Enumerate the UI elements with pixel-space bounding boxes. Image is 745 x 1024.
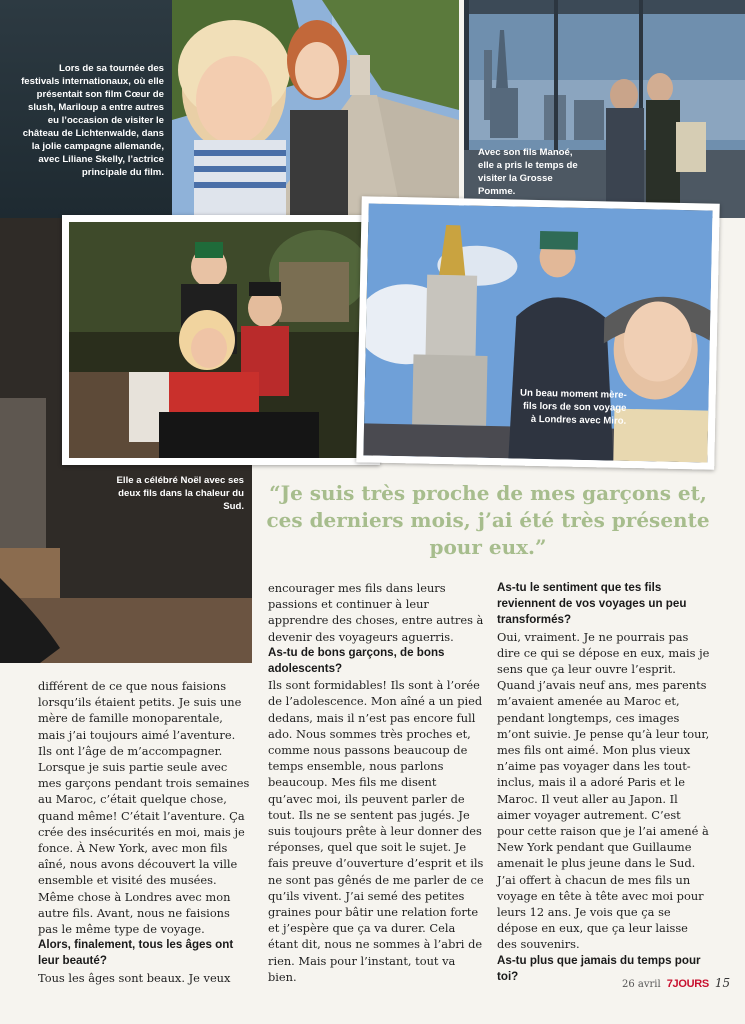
photo-lichtenwalde bbox=[172, 0, 459, 218]
paragraph: encourager mes fils dans leurs passions et continuer à leur apprendre des choses, entre autres à devenir des voyageurs aguerris. bbox=[268, 581, 484, 644]
paragraph: Oui, vraiment. Je ne pourrais pas dire ce qui se dépose en eux, mais je sens que ça leur ouvre l’esprit. Quand j’avais neuf ans, mes parents m’avaient amenée au Maroc et, pendant longtemps, ces images m’ont suivie. Je pense qu’à leur tour, mes fils ont aimé. Mon plus vieux n’aime pas voyager dans les tout-inclus, mais il a adoré Paris et le Maroc. Il veut aller au Japon. Il aimer voyager autrement. C’est pour cette raison que je l’ai amené à New York pendant que Guillaume amenait le plus jeune dans le Sud. J’ai offert à chacun de mes fils un voyage en tête à tête avec moi pour leurs 12 ans. Je vois que ça se dépose en eux, que ça leur laisse des souvenirs. bbox=[497, 629, 710, 952]
top-left-panel bbox=[0, 0, 172, 218]
article-column-3 bbox=[497, 580, 711, 985]
caption-lichtenwalde: Lors de sa tournée des festivals internationaux, où elle présentait son film Cœur de slush, Mariloup a entre autres eu l’occasion de visiter le château de Lichtenwalde, dans la jolie campagne allemande, avec Liliane Skelly, l’actrice principale du film. bbox=[21, 63, 164, 178]
interview-question: As-tu plus que jamais du temps pour toi? bbox=[497, 953, 701, 983]
paragraph: différent de ce que nous faisions lorsqu’ils étaient petits. Je suis une mère de famille monoparentale, mais j’ai toujours aimé l’aventure. Ils ont l’âge de m’accompagner. Lorsque je suis partie seule avec mes garçons pendant trois semaines au Maroc, c’était quelque chose, quand même! C’était l’aventure. Ça crée des insécurités en moi, mais je fonce. À New York, avec mon fils aîné, nous avons découvert la ville ensemble et visité des musées. Même chose à Londres avec mon autre fils. Avant, nous ne faisions pas le même type de voyage. bbox=[38, 679, 250, 937]
article-column-1 bbox=[38, 678, 252, 986]
page-footer bbox=[622, 976, 730, 990]
photo-noel bbox=[62, 215, 380, 465]
caption-london: Un beau moment mère-fils lors de son voyage à Londres avec Miro. bbox=[519, 387, 627, 427]
article-column-2 bbox=[268, 580, 484, 985]
interview-question: As-tu le sentiment que tes fils reviennent de vos voyages un peu transformés? bbox=[497, 581, 687, 627]
photo-london bbox=[356, 196, 719, 469]
photo-noel-image bbox=[69, 222, 373, 458]
caption-new-york: Avec son fils Manoé, elle a pris le temps de visiter la Grosse Pomme. bbox=[478, 147, 578, 197]
page-number: 15 bbox=[714, 976, 731, 990]
caption-noel: Elle a célébré Noël avec ses deux fils dans la chaleur du Sud. bbox=[116, 475, 244, 512]
paragraph: Tous les âges sont beaux. Je veux bbox=[38, 970, 231, 985]
interview-question: As-tu de bons garçons, de bons adolescents? bbox=[268, 645, 445, 676]
pull-quote: “Je suis très proche de mes garçons et, ces derniers mois, j’ai été très présente pour eux.” bbox=[266, 481, 710, 559]
issue-date: 26 avril bbox=[622, 979, 661, 990]
interview-question: Alors, finalement, tous les âges ont leur beauté? bbox=[38, 938, 234, 968]
photo-new-york bbox=[464, 0, 745, 218]
photo-lichtenwalde-image bbox=[172, 0, 459, 218]
paragraph: Ils sont formidables! Ils sont à l’orée de l’adolescence. Mon aîné a un pied dedans, mais il n’est pas encore full ado. Nous sommes très proches et, comme nous passons beaucoup de temps ensemble, nous parlons beaucoup. Mes fils me disent qu’avec moi, ils peuvent parler de tout. Ils ne se sentent pas jugés. Je suis toujours prête à leur donner des réponses, quel que soit le sujet. Je fais preuve d’ouverture d’esprit et ils ne sont pas gênés de me parler de ce qu’ils vivent. J’ai semé des petites graines pour bâtir une relation forte et j’espère que ça va durer. Cela étant dit, nous ne sommes à l’abri de rien. Mais pour l’instant, tout va bien. bbox=[268, 678, 484, 984]
magazine-logo: 7JOURS bbox=[666, 978, 709, 990]
